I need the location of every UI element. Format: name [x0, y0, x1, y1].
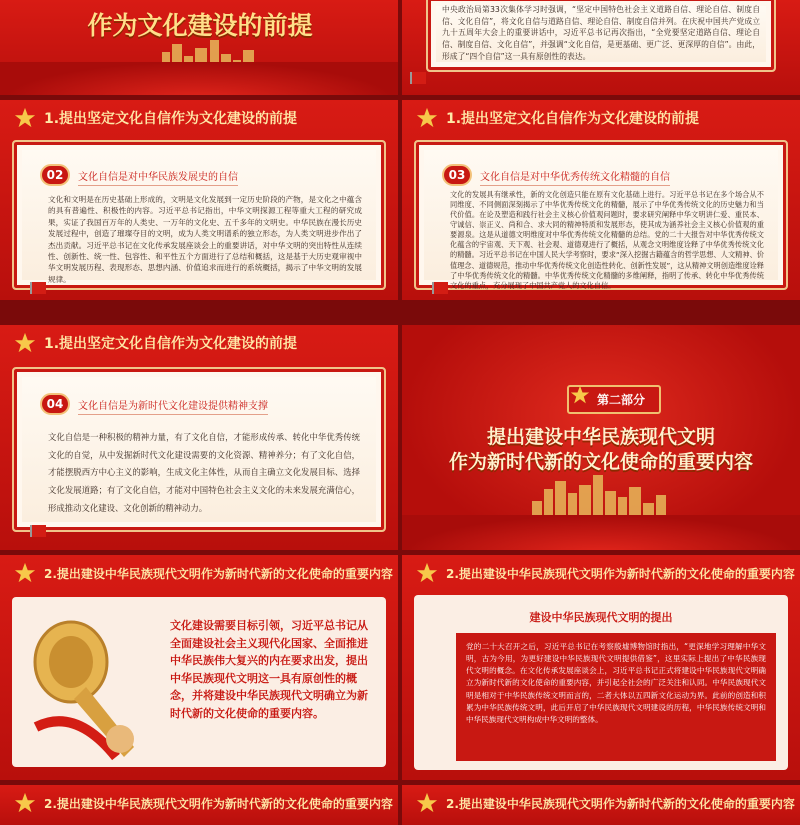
flag-icon: [30, 282, 46, 294]
star-icon: [14, 107, 36, 129]
slide-7[interactable]: [0, 555, 398, 780]
header-text: 1.提出坚定文化自信作为文化建设的前提: [446, 111, 700, 127]
curtain-decoration: [0, 62, 398, 95]
card-subtitle: 文化自信是对中华优秀传统文化精髓的自信: [480, 168, 670, 186]
slide-1-title: 作为文化建设的前提: [87, 11, 313, 40]
content-card: [12, 367, 386, 532]
flag-icon: [30, 525, 46, 537]
header-text: 2.提出建设中华民族现代文明作为新时代新的文化使命的重要内容: [44, 566, 393, 581]
card-subtitle: 文化自信是为新时代文化建设提供精神支撑: [78, 397, 268, 415]
card-text: 文化和文明是在历史基础上形成的，文明是文化发展到一定历史阶段的产物，是文化之中蕴含的具有普遍性、积极性的内容。习近平总书记指出，中华文明探源工程等重大工程的研究成果，实证了我国百万年的人类史、一万年的文化史、五千多年的文明史。中华民族在漫长历史发展过程中，创造了璀璨夺目的文明，成为人类文明谱系的独立形态，为人类文明进步作出了杰出贡献。习近平总书记在文化传承发展座谈会上的重要讲话，对中华文明的突出特性从连续性、创新性、统一性、包容性、和平性五个方面进行了总结和概括，这是基于大历史观审视中华文明发展历程、表现形态、思想内涵、价值追求而进行的系统概括，揭示了中华文明的发展规律。: [48, 195, 362, 284]
card-text: 文化自信是一种积极的精神力量，有了文化自信，才能形成传承、转化中华优秀传统文化的自觉，从中发掘新时代文化建设需要的文化资源、精神养分；有了文化自信，才能摆脱西方中心主义的影响，生成文化主体性，从而自主确立文化发展目标、选择文化发展道路；有了文化自信，才能对中国特色社会主义文化的未来发展充满信心，形成推动文化建设、文化创新的精神动力。: [48, 432, 360, 513]
flag-icon: [432, 282, 448, 294]
content-card: [12, 597, 386, 767]
header-text: 1.提出坚定文化自信作为文化建设的前提: [44, 111, 298, 127]
card-subtitle: 文化自信是对中华民族发展史的自信: [78, 168, 238, 186]
number-badge: 04: [40, 393, 70, 415]
slide-3[interactable]: [0, 100, 398, 300]
header-text: 2.提出建设中华民族现代文明作为新时代新的文化使命的重要内容: [446, 796, 795, 811]
slide-7-header: [0, 555, 398, 591]
number-badge: 03: [442, 164, 472, 186]
slide-6-title-line2: 作为新时代新的文化使命的重要内容: [448, 451, 753, 473]
slide-6[interactable]: [402, 325, 800, 550]
content-card: [426, 0, 776, 72]
curtain-decoration: [402, 515, 800, 550]
header-text: 1.提出坚定文化自信作为文化建设的前提: [44, 336, 298, 352]
card-text: 文化的发展具有继承性，新的文化创造只能在原有文化基础上进行。习近平总书记在多个场合从不同维度、不同侧面深刻揭示了中华优秀传统文化的精髓，展示了中华优秀传统文化的历史魅力和当代价值。在论及塑造和践行社会主义核心价值观问题时，要求研究阐释中华文明讲仁爱、重民本、守诚信、崇正义、尚和合、求大同的精神特质和发展形态，使其成为涵养社会主义核心价值观的重要源泉。这是从道德文明维度对中华优秀传统文化精髓的总结。党的二十大报告对中华优秀传统文化蕴含的宇宙观、天下观、社会观、道德观进行了概括，从观念文明维度诠释了中华优秀传统文化的精髓。习近平总书记在中国人民大学考察时，要求“深入挖掘古籍蕴含的哲学思想、人文精神、价值理念、道德规范，推动中华优秀传统文化创造性转化、创新性发展”，这从精神文明创造维度诠释了中华优秀传统文化的精髓。中华优秀传统文化精髓的多维阐释，指明了传承、转化中华优秀传统文化的重点，充分展现了中国共产党人的文化自信。: [450, 190, 764, 290]
slide-2-text: 中央政治局第33次集体学习时强调，“坚定中国特色社会主义道路自信、理论自信、制度自信、文化自信”，将文化自信与道路自信、理论自信、制度自信并列。在庆祝中国共产党成立九十五周年大会上的重要讲话中，习近平总书记再次指出，“全党要坚定道路自信、理论自信、制度自信、文化自信”，并强调“文化自信，是更基础、更广泛、更深厚的自信”。由此，形成了“四个自信”这一具有原创性的表达。: [442, 5, 760, 61]
slide-9[interactable]: [0, 785, 398, 825]
header-text: 2.提出建设中华民族现代文明作为新时代新的文化使命的重要内容: [44, 796, 393, 811]
star-icon: [14, 562, 36, 584]
slide-4[interactable]: [402, 100, 800, 300]
star-icon: [570, 385, 590, 405]
slide-2[interactable]: [402, 0, 800, 95]
trumpet-icon: [16, 617, 156, 767]
star-icon: [416, 107, 438, 129]
content-card-inner: [436, 6, 766, 62]
star-icon: [14, 332, 36, 354]
star-icon: [416, 792, 438, 814]
number-badge: 02: [40, 164, 70, 186]
slide-3-header: [0, 100, 398, 136]
content-card-inner: [22, 377, 376, 522]
red-text-panel: 党的二十大召开之后，习近平总书记在考察殷墟博物馆时指出，“更深地学习理解中华文明，古为今用，为更好建设中华民族现代文明提供借鉴”，这里实际上提出了中华民族现代文明的概念。在文化传承发展座谈会上，习近平总书记正式将建设中华民族现代文明确立为新时代新的文化使命的重要内容，并引起全社会的广泛关注和认同。中华民族现代文明是相对于中华民族传统文明而言的，二者大体以五四新文化运动为界。此前的创造和积累为中华民族传统文明，此后开启了中华民族现代文明建设的历程，中华民族传统文明和中华民族现代文明构成中华文明的整体。: [456, 633, 776, 761]
slide-8-header: [402, 555, 800, 591]
content-card: [12, 140, 386, 290]
content-card-inner: [22, 150, 376, 284]
slide-8[interactable]: [402, 555, 800, 780]
slide-5[interactable]: [0, 325, 398, 550]
slide-6-title-line1: 提出建设中华民族现代文明: [486, 426, 715, 448]
panel-title: 建设中华民族现代文明的提出: [529, 611, 673, 624]
content-card: [414, 595, 788, 770]
content-card: [414, 140, 788, 290]
content-card-inner: [424, 150, 778, 290]
star-icon: [14, 792, 36, 814]
slide-10[interactable]: [402, 785, 800, 825]
slide-10-header: [402, 785, 800, 821]
slide-4-header: [402, 100, 800, 136]
star-icon: [416, 562, 438, 584]
slide-9-header: [0, 785, 398, 821]
slide-5-header: [0, 325, 398, 361]
flag-icon: [410, 72, 426, 84]
slide-1[interactable]: [0, 0, 398, 95]
part-label: 第二部分: [597, 393, 646, 407]
header-text: 2.提出建设中华民族现代文明作为新时代新的文化使命的重要内容: [446, 566, 795, 581]
card-text: 文化建设需要目标引领，习近平总书记从全面建设社会主义现代化国家、全面推进中华民族伟大复兴的内在要求出发，提出中华民族现代文明这一具有原创性的概念，并将建设中华民族现代文明确立为新时代新的文化使命的重要内容。: [170, 619, 368, 720]
